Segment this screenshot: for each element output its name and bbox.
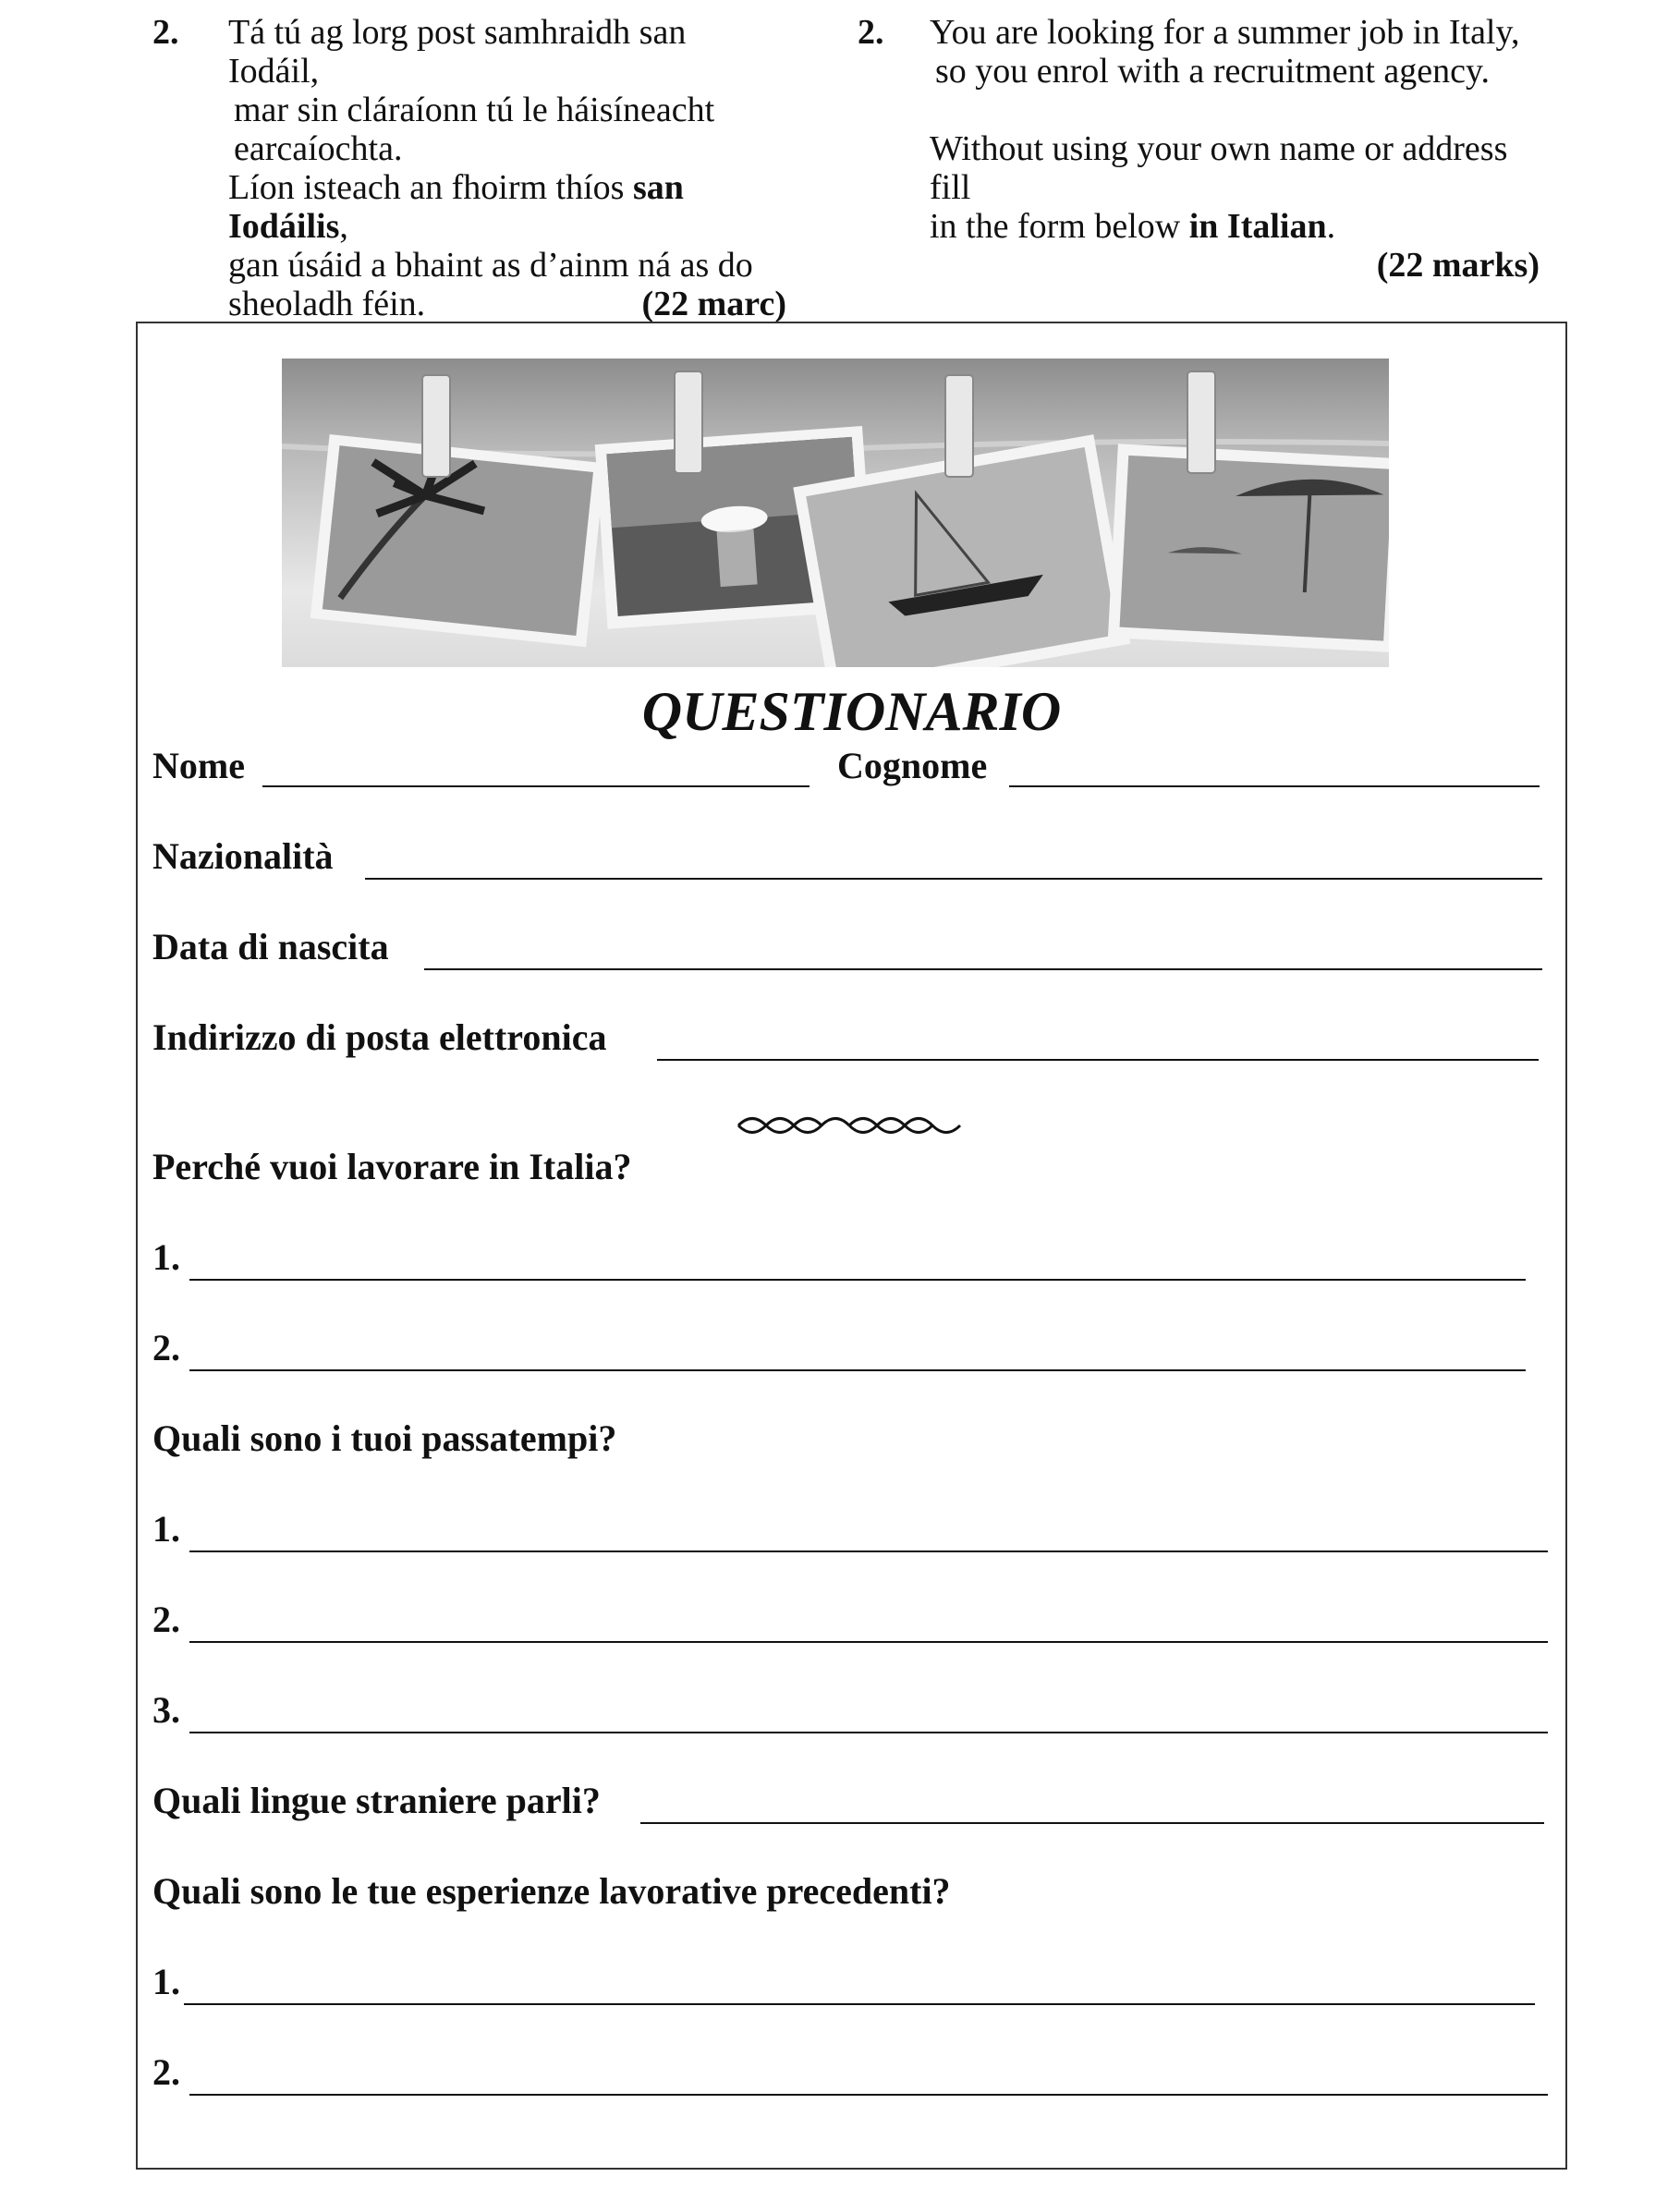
instruction-line: Tá tú ag lorg post samhraidh san Iodáil, <box>228 13 687 91</box>
instruction-line: Líon isteach an fhoirm thíos san Iodáilis, <box>228 168 684 246</box>
hobby-answer-1-field[interactable] <box>189 1550 1548 1552</box>
email-label: Indirizzo di posta elettronica <box>152 1016 607 1058</box>
first-name-label: Nome <box>152 745 245 786</box>
answer-number: 2. <box>152 1599 180 1640</box>
question-experience: Quali sono le tue esperienze lavorative precedenti? <box>152 1870 951 1912</box>
question-number: 2. <box>858 13 884 52</box>
birth-date-label: Data di nascita <box>152 926 389 967</box>
question-languages: Quali lingue straniere parli? <box>152 1780 601 1821</box>
instruction-line: earcaíochta. <box>234 129 403 168</box>
instruction-line: mar sin cláraíonn tú le háisíneacht <box>234 91 715 129</box>
birth-date-field[interactable] <box>424 968 1542 970</box>
why-answer-1-field[interactable] <box>189 1279 1526 1281</box>
banner-illustration <box>282 359 1389 667</box>
experience-answer-2-field[interactable] <box>189 2094 1548 2096</box>
form-title: QUESTIONARIO <box>641 681 1062 742</box>
question-hobbies: Quali sono i tuoi passatempi? <box>152 1417 617 1459</box>
question-why-italy: Perché vuoi lavorare in Italia? <box>152 1146 632 1187</box>
answer-number: 1. <box>152 1508 180 1550</box>
answer-number: 2. <box>152 1327 180 1368</box>
answer-number: 1. <box>152 1236 180 1278</box>
question-number: 2. <box>152 13 179 52</box>
instruction-line: in the form below in Italian. <box>930 207 1336 246</box>
hobby-answer-3-field[interactable] <box>189 1732 1548 1733</box>
experience-answer-1-field[interactable] <box>184 2003 1535 2005</box>
email-field[interactable] <box>657 1059 1539 1061</box>
instruction-line: sheoladh féin. (22 marc) <box>228 285 786 323</box>
answer-number: 2. <box>152 2051 180 2093</box>
surname-label: Cognome <box>837 745 988 786</box>
marks-label: (22 marks) <box>1376 246 1540 285</box>
instruction-line: You are looking for a summer job in Italy, <box>930 13 1520 52</box>
surname-field[interactable] <box>1009 785 1540 787</box>
answer-number: 1. <box>152 1961 180 2002</box>
beach-photos-banner <box>282 359 1389 667</box>
first-name-field[interactable] <box>262 785 810 787</box>
nationality-label: Nazionalità <box>152 835 334 877</box>
instruction-line: so you enrol with a recruitment agency. <box>935 52 1491 91</box>
languages-field[interactable] <box>640 1822 1544 1824</box>
nationality-field[interactable] <box>365 878 1542 880</box>
answer-number: 3. <box>152 1689 180 1731</box>
instruction-spacer <box>930 91 1540 129</box>
instruction-line: Without using your own name or address fill <box>930 129 1508 207</box>
floral-divider-icon <box>729 1107 969 1149</box>
why-answer-2-field[interactable] <box>189 1369 1526 1371</box>
form-box <box>136 322 1567 2170</box>
hobby-answer-2-field[interactable] <box>189 1641 1548 1643</box>
instruction-line: gan úsáid a bhaint as d’ainm ná as do <box>228 246 753 285</box>
marks-label: (22 marc) <box>641 285 786 323</box>
